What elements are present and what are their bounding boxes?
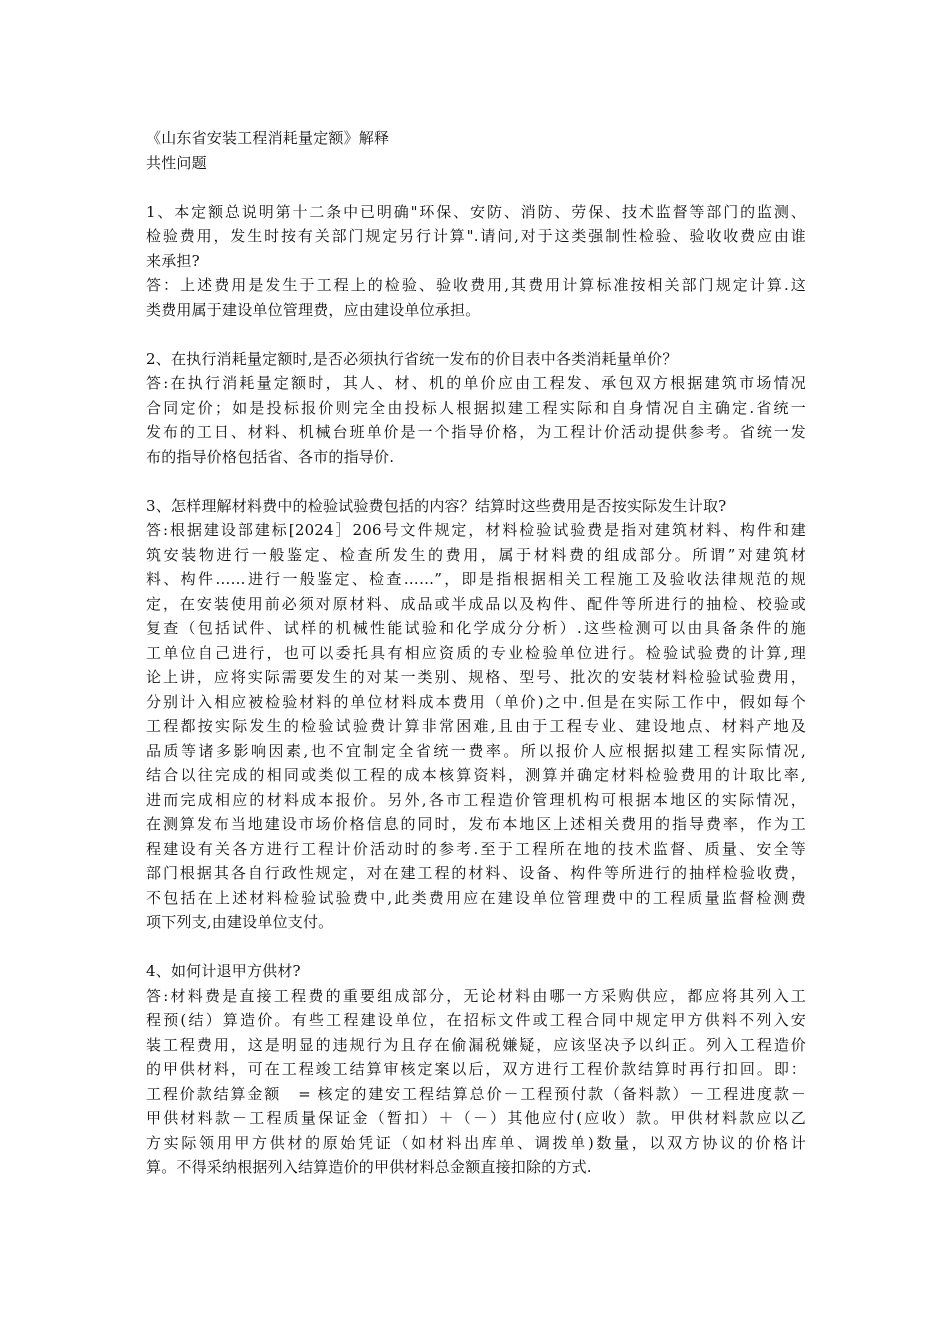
paragraph-gap	[146, 175, 806, 200]
paragraph-gap	[146, 322, 806, 347]
text-line: 4、如何计退甲方供材?	[146, 962, 301, 980]
text-line: 项下列支,由建设单位支付。	[146, 913, 334, 931]
paragraph-gap	[146, 469, 806, 494]
text-line: 工单位自己进行，也可以委托具有相应资质的专业检验单位进行。检验试验费的计算,理	[146, 643, 806, 662]
text-line: 工程价款结算金额 = 核定的建安工程结算总价－工程预付款（备料款）－工程进度款－	[146, 1084, 806, 1103]
text-line: 布的指导价格包括省、各市的指导价.	[146, 447, 395, 466]
qa-section	[146, 347, 806, 470]
text-line: 答：上述费用是发生于工程上的检验、验收费用,其费用计算标准按相关部门规定计算.这	[146, 276, 806, 294]
text-line: 的甲供材料，可在工程竣工结算审核定案以后，双方进行工程价款结算时再行扣回。即：	[146, 1060, 806, 1078]
text-line: 算。不得采纳根据列入结算造价的甲供材料总金额直接扣除的方式.	[146, 1158, 592, 1176]
text-line: 检验费用，发生时按有关部门规定另行计算".请问,对于这类强制性检验、验收收费应由谁	[146, 227, 806, 245]
text-line: 合同定价；如是投标报价则完全由投标人根据拟建工程实际和自身情况自主确定.省统一	[146, 398, 806, 417]
qa-sections	[146, 200, 806, 1180]
text-line: 不包括在上述材料检验试验费中,此类费用应在建设单位管理费中的工程质量监督检测费	[146, 888, 806, 907]
text-line: 方实际领用甲方供材的原始凭证（如材料出库单、调拨单)数量，以双方协议的价格计	[146, 1133, 806, 1152]
document-body	[146, 126, 806, 1180]
text-line: 定，在安装使用前必须对原材料、成品或半成品以及构件、配件等所进行的抽检、校验或	[146, 594, 806, 613]
text-line: 程预(结）算造价。有些工程建设单位，在招标文件或工程合同中规定甲方供料不列入安	[146, 1011, 806, 1029]
text-line: 品质等诸多影响因素,也不宜制定全省统一费率。所以报价人应根据拟建工程实际情况,	[146, 741, 806, 760]
text-line: 2、在执行消耗量定额时,是否必须执行省统一发布的价目表中各类消耗量单价？	[146, 349, 678, 368]
text-line: 答:材料费是直接工程费的重要组成部分，无论材料由哪一方采购供应，都应将其列入工	[146, 986, 806, 1005]
document-title: 《山东省安装工程消耗量定额》解释	[146, 129, 390, 147]
text-line: 在测算发布当地建设市场价格信息的同时，发布本地区上述相关费用的指导费率，作为工	[146, 815, 806, 833]
qa-section	[146, 200, 806, 323]
text-line: 部门根据其各自行政性规定，对在建工程的材料、设备、构件等所进行的抽样检验收费，	[146, 864, 806, 882]
text-line: 复查（包括试件、试样的机械性能试验和化学成分分析）.这些检测可以由具备条件的施	[146, 619, 806, 637]
text-line: 料、构件……进行一般鉴定、检查……”，即是指根据相关工程施工及验收法律规范的规	[146, 570, 806, 588]
text-line: 来承担?	[146, 251, 200, 270]
qa-section	[146, 959, 806, 1180]
text-line: 筑安装物进行一般鉴定、检查所发生的费用，属于材料费的组成部分。所谓”对建筑材	[146, 545, 806, 564]
text-line: 装工程费用，这是明显的违规行为且存在偷漏税嫌疑，应该坚决予以纠正。列入工程造价	[146, 1035, 806, 1054]
text-line: 甲供材料款－工程质量保证金（暂扣）＋（－）其他应付(应收）款。甲供材料款应以乙	[146, 1109, 806, 1127]
text-line: 类费用属于建设单位管理费，应由建设单位承担。	[146, 300, 481, 319]
paragraph-gap	[146, 935, 806, 960]
text-line: 程建设有关各方进行工程计价活动时的参考.至于工程所在地的技术监督、质量、安全等	[146, 839, 806, 858]
text-line: 发布的工日、材料、机械台班单价是一个指导价格，为工程计价活动提供参考。省统一发	[146, 423, 806, 441]
text-line: 答:在执行消耗量定额时，其人、材、机的单价应由工程发、承包双方根据建筑市场情况	[146, 374, 806, 392]
text-line: 结合以往完成的相同或类似工程的成本核算资料，测算并确定材料检验费用的计取比率,	[146, 766, 806, 784]
qa-section	[146, 494, 806, 935]
text-line: 分别计入相应被检验材料的单位材料成本费用（单价)之中.但是在实际工作中，假如每个	[146, 692, 806, 711]
text-line: 3、怎样理解材料费中的检验试验费包括的内容？结算时这些费用是否按实际发生计取?	[146, 496, 727, 515]
text-line: 答:根据建设部建标[2024］206号文件规定，材料检验试验费是指对建筑材料、构件和建	[146, 521, 806, 539]
text-line: 工程都按实际发生的检验试验费计算非常困难,且由于工程专业、建设地点、材料产地及	[146, 717, 806, 735]
text-line: 1、本定额总说明第十二条中已明确"环保、安防、消防、劳保、技术监督等部门的监测、	[146, 202, 806, 221]
document-subtitle: 共性问题	[146, 153, 207, 172]
text-line: 进而完成相应的材料成本报价。另外,各市工程造价管理机构可根据本地区的实际情况，	[146, 790, 806, 809]
text-line: 论上讲，应将实际需要发生的对某一类别、规格、型号、批次的安装材料检验试验费用，	[146, 668, 806, 686]
